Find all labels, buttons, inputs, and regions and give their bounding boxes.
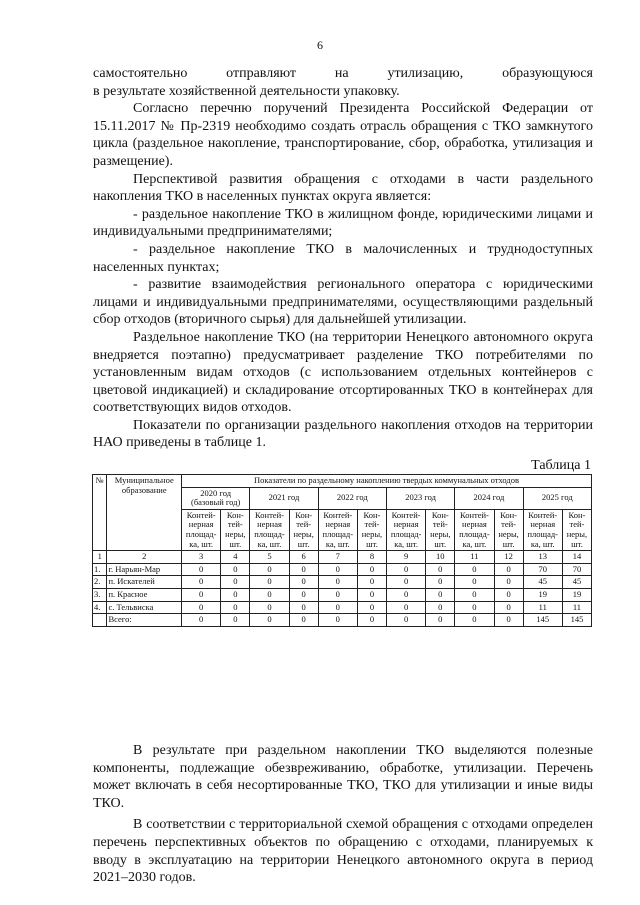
- col-number: 10: [426, 551, 455, 564]
- row-value: 0: [426, 576, 455, 589]
- paragraph-1: Согласно перечню поручений Президента Российской Федерации от 15.11.2017 № Пр-2319 необходимо создать отрасль обращения с ТКО замкнутого цикла (раздельное накопление, транспортирование, сбор, обработка, утилизация и размещение).: [93, 101, 593, 169]
- row-value: 0: [455, 563, 494, 576]
- row-value: 0: [357, 601, 386, 614]
- col-number: 12: [494, 551, 523, 564]
- row-municipality: п. Красное: [107, 588, 182, 601]
- table-row: [93, 563, 592, 576]
- row-value: 0: [221, 576, 250, 589]
- row-value: 0: [221, 563, 250, 576]
- row-value: 0: [318, 576, 357, 589]
- row-value: 0: [386, 576, 425, 589]
- paragraph-5: - развитие взаимодействия регионального оператора с юридическими лицами и индивидуальными предпринимателями, осуществляющими раздельный сбор отходов (вторичного сырья) для дальнейшей утилизации.: [93, 277, 593, 328]
- header-year: 2020 год (базовый год): [182, 487, 250, 509]
- header-group: Показатели по раздельному накоплению твердых коммунальных отходов: [182, 475, 592, 488]
- row-value: 0: [494, 563, 523, 576]
- row-municipality: г. Нарьян-Мар: [107, 563, 182, 576]
- row-value: 19: [562, 588, 591, 601]
- row-value: 0: [426, 563, 455, 576]
- paragraph-0-rest: в результате хозяйственной деятельности упаковку.: [93, 83, 400, 99]
- row-value: 0: [318, 563, 357, 576]
- row-value: 0: [182, 601, 221, 614]
- data-table: [92, 474, 592, 627]
- row-value: 145: [562, 614, 591, 627]
- paragraph-0-line1: самостоятельно отправляют на утилизацию, образующуюся: [93, 66, 593, 81]
- header-sub-b: Кон-тей-неры, шт.: [357, 509, 386, 550]
- row-value: 0: [386, 614, 425, 627]
- row-value: 0: [182, 576, 221, 589]
- table-row: [93, 614, 592, 627]
- col-number: 2: [107, 551, 182, 564]
- row-value: 0: [289, 588, 318, 601]
- header-year: 2023 год: [386, 487, 454, 509]
- table-header-row-1: [93, 475, 592, 488]
- table-body: [93, 563, 592, 626]
- header-sub-a: Контей-нерная площад-ка, шт.: [455, 509, 494, 550]
- header-sub-a: Контей-нерная площад-ка, шт.: [523, 509, 562, 550]
- row-value: 0: [386, 601, 425, 614]
- row-value: 45: [562, 576, 591, 589]
- row-value: 0: [494, 614, 523, 627]
- row-value: 0: [289, 614, 318, 627]
- paragraph-4: - раздельное накопление ТКО в малочисленных и труднодоступных населенных пунктах;: [93, 241, 593, 275]
- row-value: 45: [523, 576, 562, 589]
- header-year: 2022 год: [318, 487, 386, 509]
- row-value: 0: [357, 563, 386, 576]
- header-sub-b: Кон-тей-неры, шт.: [221, 509, 250, 550]
- row-municipality: с. Тельвиска: [107, 601, 182, 614]
- header-sub-a: Контей-нерная площад-ка, шт.: [318, 509, 357, 550]
- col-number: 1: [93, 551, 107, 564]
- row-value: 0: [426, 588, 455, 601]
- row-value: 70: [523, 563, 562, 576]
- row-value: 0: [426, 601, 455, 614]
- paragraph-7: Показатели по организации раздельного накопления отходов на территории НАО приведены в таблице 1.: [93, 417, 593, 451]
- header-sub-b: Кон-тей-неры, шт.: [289, 509, 318, 550]
- col-number: 3: [182, 551, 221, 564]
- header-sub-b: Кон-тей-неры, шт.: [562, 509, 591, 550]
- row-value: 0: [455, 576, 494, 589]
- row-value: 0: [318, 588, 357, 601]
- col-number: 6: [289, 551, 318, 564]
- row-value: 0: [289, 563, 318, 576]
- col-number: 7: [318, 551, 357, 564]
- row-value: 0: [250, 563, 289, 576]
- row-value: 0: [455, 601, 494, 614]
- row-value: 145: [523, 614, 562, 627]
- row-value: 70: [562, 563, 591, 576]
- row-value: 0: [250, 601, 289, 614]
- row-value: 0: [357, 576, 386, 589]
- row-value: 0: [250, 576, 289, 589]
- body-text-bottom: [93, 742, 593, 887]
- col-number: 14: [562, 551, 591, 564]
- page-number: 6: [317, 38, 323, 52]
- row-value: 0: [182, 588, 221, 601]
- col-number: 8: [357, 551, 386, 564]
- col-number: 9: [386, 551, 425, 564]
- col-number: 4: [221, 551, 250, 564]
- paragraph-bottom-0: В результате при раздельном накоплении ТКО выделяются полезные компоненты, подлежащие обезвреживанию, обработке, утилизации. Перечень может включать в себя несортированные ТКО, ТКО для утилизации и иные виды ТКО.: [93, 743, 593, 811]
- header-year: 2025 год: [523, 487, 591, 509]
- row-value: 0: [221, 614, 250, 627]
- row-value: 19: [523, 588, 562, 601]
- row-number: 3.: [93, 588, 107, 601]
- header-year: 2021 год: [250, 487, 318, 509]
- row-value: 0: [182, 563, 221, 576]
- row-value: 0: [455, 614, 494, 627]
- row-value: 0: [221, 588, 250, 601]
- paragraph-bottom-1: В соответствии с территориальной схемой обращения с отходами определен перечень перспективных объектов по обращению с отходами, планируемых к вводу в эксплуатацию на территории Ненецкого автономного округа в период 2021–2030 годов.: [93, 817, 593, 886]
- header-sub-a: Контей-нерная площад-ка, шт.: [386, 509, 425, 550]
- table-row: [93, 601, 592, 614]
- row-value: 11: [562, 601, 591, 614]
- row-number: 2.: [93, 576, 107, 589]
- row-number: [93, 614, 107, 627]
- body-text-top: [93, 65, 593, 452]
- row-value: 0: [386, 563, 425, 576]
- col-number: 5: [250, 551, 289, 564]
- header-sub-b: Кон-тей-неры, шт.: [426, 509, 455, 550]
- row-value: 0: [357, 588, 386, 601]
- header-sub-a: Контей-нерная площад-ка, шт.: [182, 509, 221, 550]
- paragraph-6: Раздельное накопление ТКО (на территории Ненецкого автономного округа внедряется поэтапно) предусматривает разделение ТКО потребителями по установленным видам отходов (с использованием отдельных контейнеров с цветовой индикацией) и складирование отсортированных ТКО в контейнерах для соответствующих видов отходов.: [93, 329, 593, 416]
- row-value: 0: [221, 601, 250, 614]
- row-value: 0: [250, 588, 289, 601]
- table-caption: Таблица 1: [531, 458, 591, 473]
- header-municipality: Муниципальное образование: [107, 475, 182, 551]
- row-value: 0: [455, 588, 494, 601]
- row-number: 4.: [93, 601, 107, 614]
- table-column-numbers: [93, 551, 592, 564]
- table-row: [93, 588, 592, 601]
- row-value: 0: [494, 576, 523, 589]
- header-no: №: [93, 475, 107, 551]
- row-value: 0: [250, 614, 289, 627]
- table-row: [93, 576, 592, 589]
- header-sub-b: Кон-тей-неры, шт.: [494, 509, 523, 550]
- row-value: 0: [357, 614, 386, 627]
- row-value: 11: [523, 601, 562, 614]
- row-value: 0: [318, 614, 357, 627]
- row-value: 0: [494, 601, 523, 614]
- header-sub-a: Контей-нерная площад-ка, шт.: [250, 509, 289, 550]
- row-value: 0: [494, 588, 523, 601]
- row-number: 1.: [93, 563, 107, 576]
- col-number: 11: [455, 551, 494, 564]
- row-value: 0: [386, 588, 425, 601]
- header-year: 2024 год: [455, 487, 523, 509]
- row-value: 0: [289, 576, 318, 589]
- row-municipality: п. Искателей: [107, 576, 182, 589]
- row-value: 0: [182, 614, 221, 627]
- row-municipality: Всего:: [107, 614, 182, 627]
- paragraph-3: - раздельное накопление ТКО в жилищном фонде, юридическими лицами и индивидуальными предпринимателями;: [93, 206, 593, 240]
- row-value: 0: [318, 601, 357, 614]
- row-value: 0: [289, 601, 318, 614]
- paragraph-2: Перспективой развития обращения с отходами в части раздельного накопления ТКО в населенных пунктах округа является:: [93, 171, 593, 205]
- row-value: 0: [426, 614, 455, 627]
- col-number: 13: [523, 551, 562, 564]
